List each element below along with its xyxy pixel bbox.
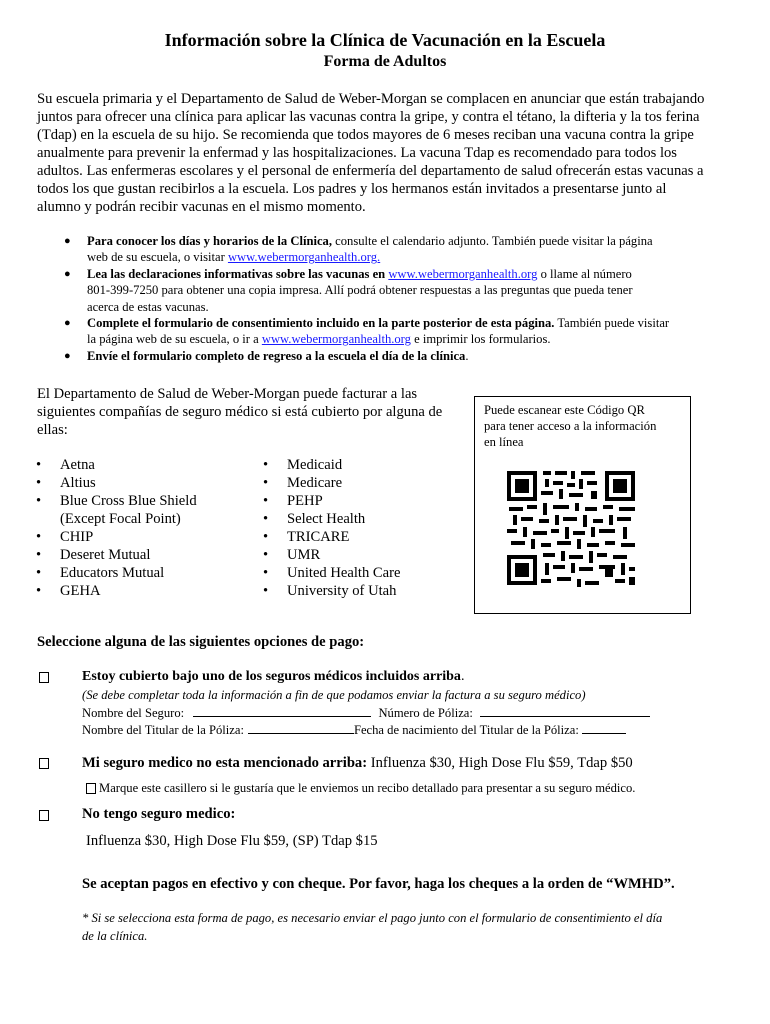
receipt-checkbox[interactable] xyxy=(86,783,96,794)
bullet-2-bold: Lea las declaraciones informativas sobre las vacunas en xyxy=(87,266,389,281)
bullet-4-bold: Envíe el formulario completo de regreso a la escuela el día de la clínica xyxy=(87,348,466,363)
option-not-listed-label xyxy=(82,755,633,772)
page-subtitle: Forma de Adultos xyxy=(323,53,447,70)
page-title: Información sobre la Clínica de Vacunación en la Escuela xyxy=(164,30,606,50)
bullet-icon: • xyxy=(263,565,269,581)
intro-line: alumno y podrán recibir vacunas en el mismo momento. xyxy=(37,199,366,215)
list-item xyxy=(263,528,467,546)
accepted-payments: Se aceptan pagos en efectivo y con cheque. Por favor, haga los cheques a la orden de “WMHD”. xyxy=(82,876,675,892)
option-not-listed-prices: Influenza $30, High Dose Flu $59, Tdap $50 xyxy=(367,755,633,771)
option-uninsured-prices: Influenza $30, High Dose Flu $59, (SP) Tdap $15 xyxy=(86,833,378,849)
bullet-1-text: consulte el calendario adjunto. También puede visitar la página xyxy=(331,234,653,248)
list-item xyxy=(60,510,260,528)
option-insured-end: . xyxy=(460,669,465,684)
insurers-right-list xyxy=(263,456,467,600)
list-item xyxy=(263,474,467,492)
insurer-name: Deseret Mutual xyxy=(60,547,151,563)
bullet-icon: • xyxy=(263,547,269,563)
policy-number-label: Número de Póliza: xyxy=(378,706,473,720)
option-insured-checkbox[interactable] xyxy=(39,672,49,683)
option-not-listed-text: Mi seguro medico no esta mencionado arriba: xyxy=(82,755,368,771)
bullet-icon: • xyxy=(36,493,42,509)
insurer-name: CHIP xyxy=(60,529,94,545)
bullet-2-line3: acerca de estas vacunas. xyxy=(87,299,209,314)
qr-caption-line: en línea xyxy=(484,435,524,449)
bullet-icon: • xyxy=(36,457,42,473)
billing-line: siguientes compañías de seguro médico si está cubierto por alguna de xyxy=(37,404,443,420)
qr-caption-line: Puede escanear este Código QR xyxy=(484,403,645,417)
insurer-note: (Except Focal Point) xyxy=(60,511,181,527)
insurance-name-label: Nombre del Seguro: xyxy=(82,706,185,720)
website-link[interactable]: www.webermorganhealth.org xyxy=(261,332,411,347)
list-item xyxy=(36,456,260,474)
insurer-name: Aetna xyxy=(60,457,95,473)
insurer-name: University of Utah xyxy=(287,583,397,599)
list-item xyxy=(263,510,467,528)
bullet-icon: • xyxy=(263,475,269,491)
bullet-icon: ● xyxy=(64,235,71,247)
list-item xyxy=(36,474,260,492)
bullet-icon: • xyxy=(36,475,42,491)
list-item xyxy=(64,233,747,266)
website-link[interactable]: www.webermorganhealth.org. xyxy=(227,250,381,265)
policy-holder-row xyxy=(82,721,626,738)
insurers-left-list xyxy=(36,456,260,600)
intro-line: anualmente para prevenir la enfermad y las hospitalizaciones. La vacuna Tdap es recomendado para todos los xyxy=(37,145,677,161)
option-uninsured-label: No tengo seguro medico: xyxy=(82,806,236,822)
list-item xyxy=(64,315,747,348)
intro-line: Su escuela primaria y el Departamento de Salud de Weber-Morgan se complacen en anunciar que están trabajando xyxy=(37,91,705,107)
bullet-icon: • xyxy=(263,511,269,527)
bullet-icon: ● xyxy=(64,317,71,330)
list-item xyxy=(36,564,260,582)
insurance-name-row xyxy=(82,704,650,721)
bullet-icon: • xyxy=(36,583,42,599)
policy-number-field[interactable] xyxy=(480,704,650,717)
insurer-name: UMR xyxy=(287,547,321,563)
policy-holder-label: Nombre del Titular de la Póliza: xyxy=(82,723,244,737)
insurer-name: Altius xyxy=(60,475,96,491)
policy-holder-field[interactable] xyxy=(248,721,354,734)
option-uninsured-checkbox[interactable] xyxy=(39,810,49,821)
insurer-name: United Health Care xyxy=(287,565,401,581)
instructions-list xyxy=(64,233,747,364)
bullet-3-text: También puede visitar xyxy=(554,316,670,331)
intro-paragraph xyxy=(37,90,737,216)
insurer-name: PEHP xyxy=(287,493,323,509)
bullet-1-line2: web de su escuela, o visitar xyxy=(87,250,228,265)
list-item xyxy=(36,546,260,564)
footnote xyxy=(82,909,732,945)
billing-paragraph xyxy=(37,385,467,439)
option-insured-text: Estoy cubierto bajo uno de los seguros médicos incluidos arriba xyxy=(82,669,461,684)
holder-dob-field[interactable] xyxy=(582,721,626,734)
footnote-line: * Si se selecciona esta forma de pago, es necesario enviar el pago junto con el formulario de consentimiento el día xyxy=(82,911,663,925)
intro-line: adultos. Las enfermeras escolares y el personal de enfermería del departamento de salud ofrecerán estas vacunas a xyxy=(37,163,704,179)
list-item xyxy=(263,456,467,474)
bullet-icon: ● xyxy=(64,349,71,362)
bullet-3-bold: Complete el formulario de consentimiento incluido en la parte posterior de esta página. xyxy=(87,316,555,331)
intro-line: todos los que gustan recibirlos a la escuela. Los padres y los hermanos están invitados a presentarse junto al xyxy=(37,181,667,197)
qr-box xyxy=(474,396,691,614)
insurer-name: Select Health xyxy=(287,511,366,527)
bullet-icon: ● xyxy=(64,267,71,280)
qr-caption xyxy=(484,402,684,450)
footnote-line: de la clínica. xyxy=(82,929,148,943)
insurer-name: TRICARE xyxy=(287,529,350,545)
bullet-3-line2b: e imprimir los formularios. xyxy=(410,332,551,347)
payment-heading: Seleccione alguna de las siguientes opciones de pago: xyxy=(37,634,365,650)
bullet-2-text: o llame al número xyxy=(537,266,632,281)
holder-dob-label: Fecha de nacimiento del Titular de la Póliza: xyxy=(353,723,579,737)
insurer-name: Educators Mutual xyxy=(60,565,165,581)
list-item xyxy=(64,348,747,364)
qr-code-icon[interactable] xyxy=(505,469,639,589)
bullet-icon: • xyxy=(263,493,269,509)
billing-line: ellas: xyxy=(37,422,68,438)
bullet-icon: • xyxy=(36,565,42,581)
list-item xyxy=(263,492,467,510)
bullet-2-line2: 801-399-7250 para obtener una copia impresa. Allí podrá obtener respuestas a las preguntas que pueda tener xyxy=(87,283,633,298)
bullet-icon: • xyxy=(36,547,42,563)
insurance-name-field[interactable] xyxy=(193,704,371,717)
bullet-icon: • xyxy=(263,529,269,545)
website-link[interactable]: www.webermorganhealth.org xyxy=(388,266,538,281)
insurer-name: GEHA xyxy=(60,583,101,599)
insurer-name: Medicaid xyxy=(287,457,343,473)
option-not-listed-checkbox[interactable] xyxy=(39,758,49,769)
list-item xyxy=(36,582,260,600)
bullet-icon: • xyxy=(263,583,269,599)
bullet-icon: • xyxy=(263,457,269,473)
option-insured-note: (Se debe completar toda la información a fin de que podamos enviar la factura a su seguro médico) xyxy=(82,688,586,702)
list-item xyxy=(36,528,260,546)
bullet-icon: • xyxy=(36,529,42,545)
list-item xyxy=(263,582,467,600)
list-item xyxy=(64,266,747,315)
bullet-3-line2a: la página web de su escuela, o ir a xyxy=(87,332,262,347)
bullet-1-bold: Para conocer los días y horarios de la Clínica, xyxy=(87,234,332,248)
bullet-4-end: . xyxy=(465,348,469,363)
receipt-label: Marque este casillero si le gustaría que le enviemos un recibo detallado para presentar a su seguro médico. xyxy=(99,781,636,795)
list-item xyxy=(36,492,260,510)
intro-line: (Tdap) en la escuela de su hijo. Se recomienda que todos mayores de 6 meses reciban una vacuna contra la gripe xyxy=(37,127,694,143)
qr-caption-line: para tener acceso a la información xyxy=(484,419,657,433)
insurer-name: Medicare xyxy=(287,475,343,491)
insurer-name: Blue Cross Blue Shield xyxy=(60,493,197,509)
billing-line: El Departamento de Salud de Weber-Morgan puede facturar a las xyxy=(37,386,418,402)
option-insured-label xyxy=(82,669,464,685)
list-item xyxy=(263,564,467,582)
intro-line: juntos para ofrecer una clínica para aplicar las vacunas contra la gripe, y contra el tétano, la difteria y la tos ferina xyxy=(37,109,700,125)
list-item xyxy=(263,546,467,564)
